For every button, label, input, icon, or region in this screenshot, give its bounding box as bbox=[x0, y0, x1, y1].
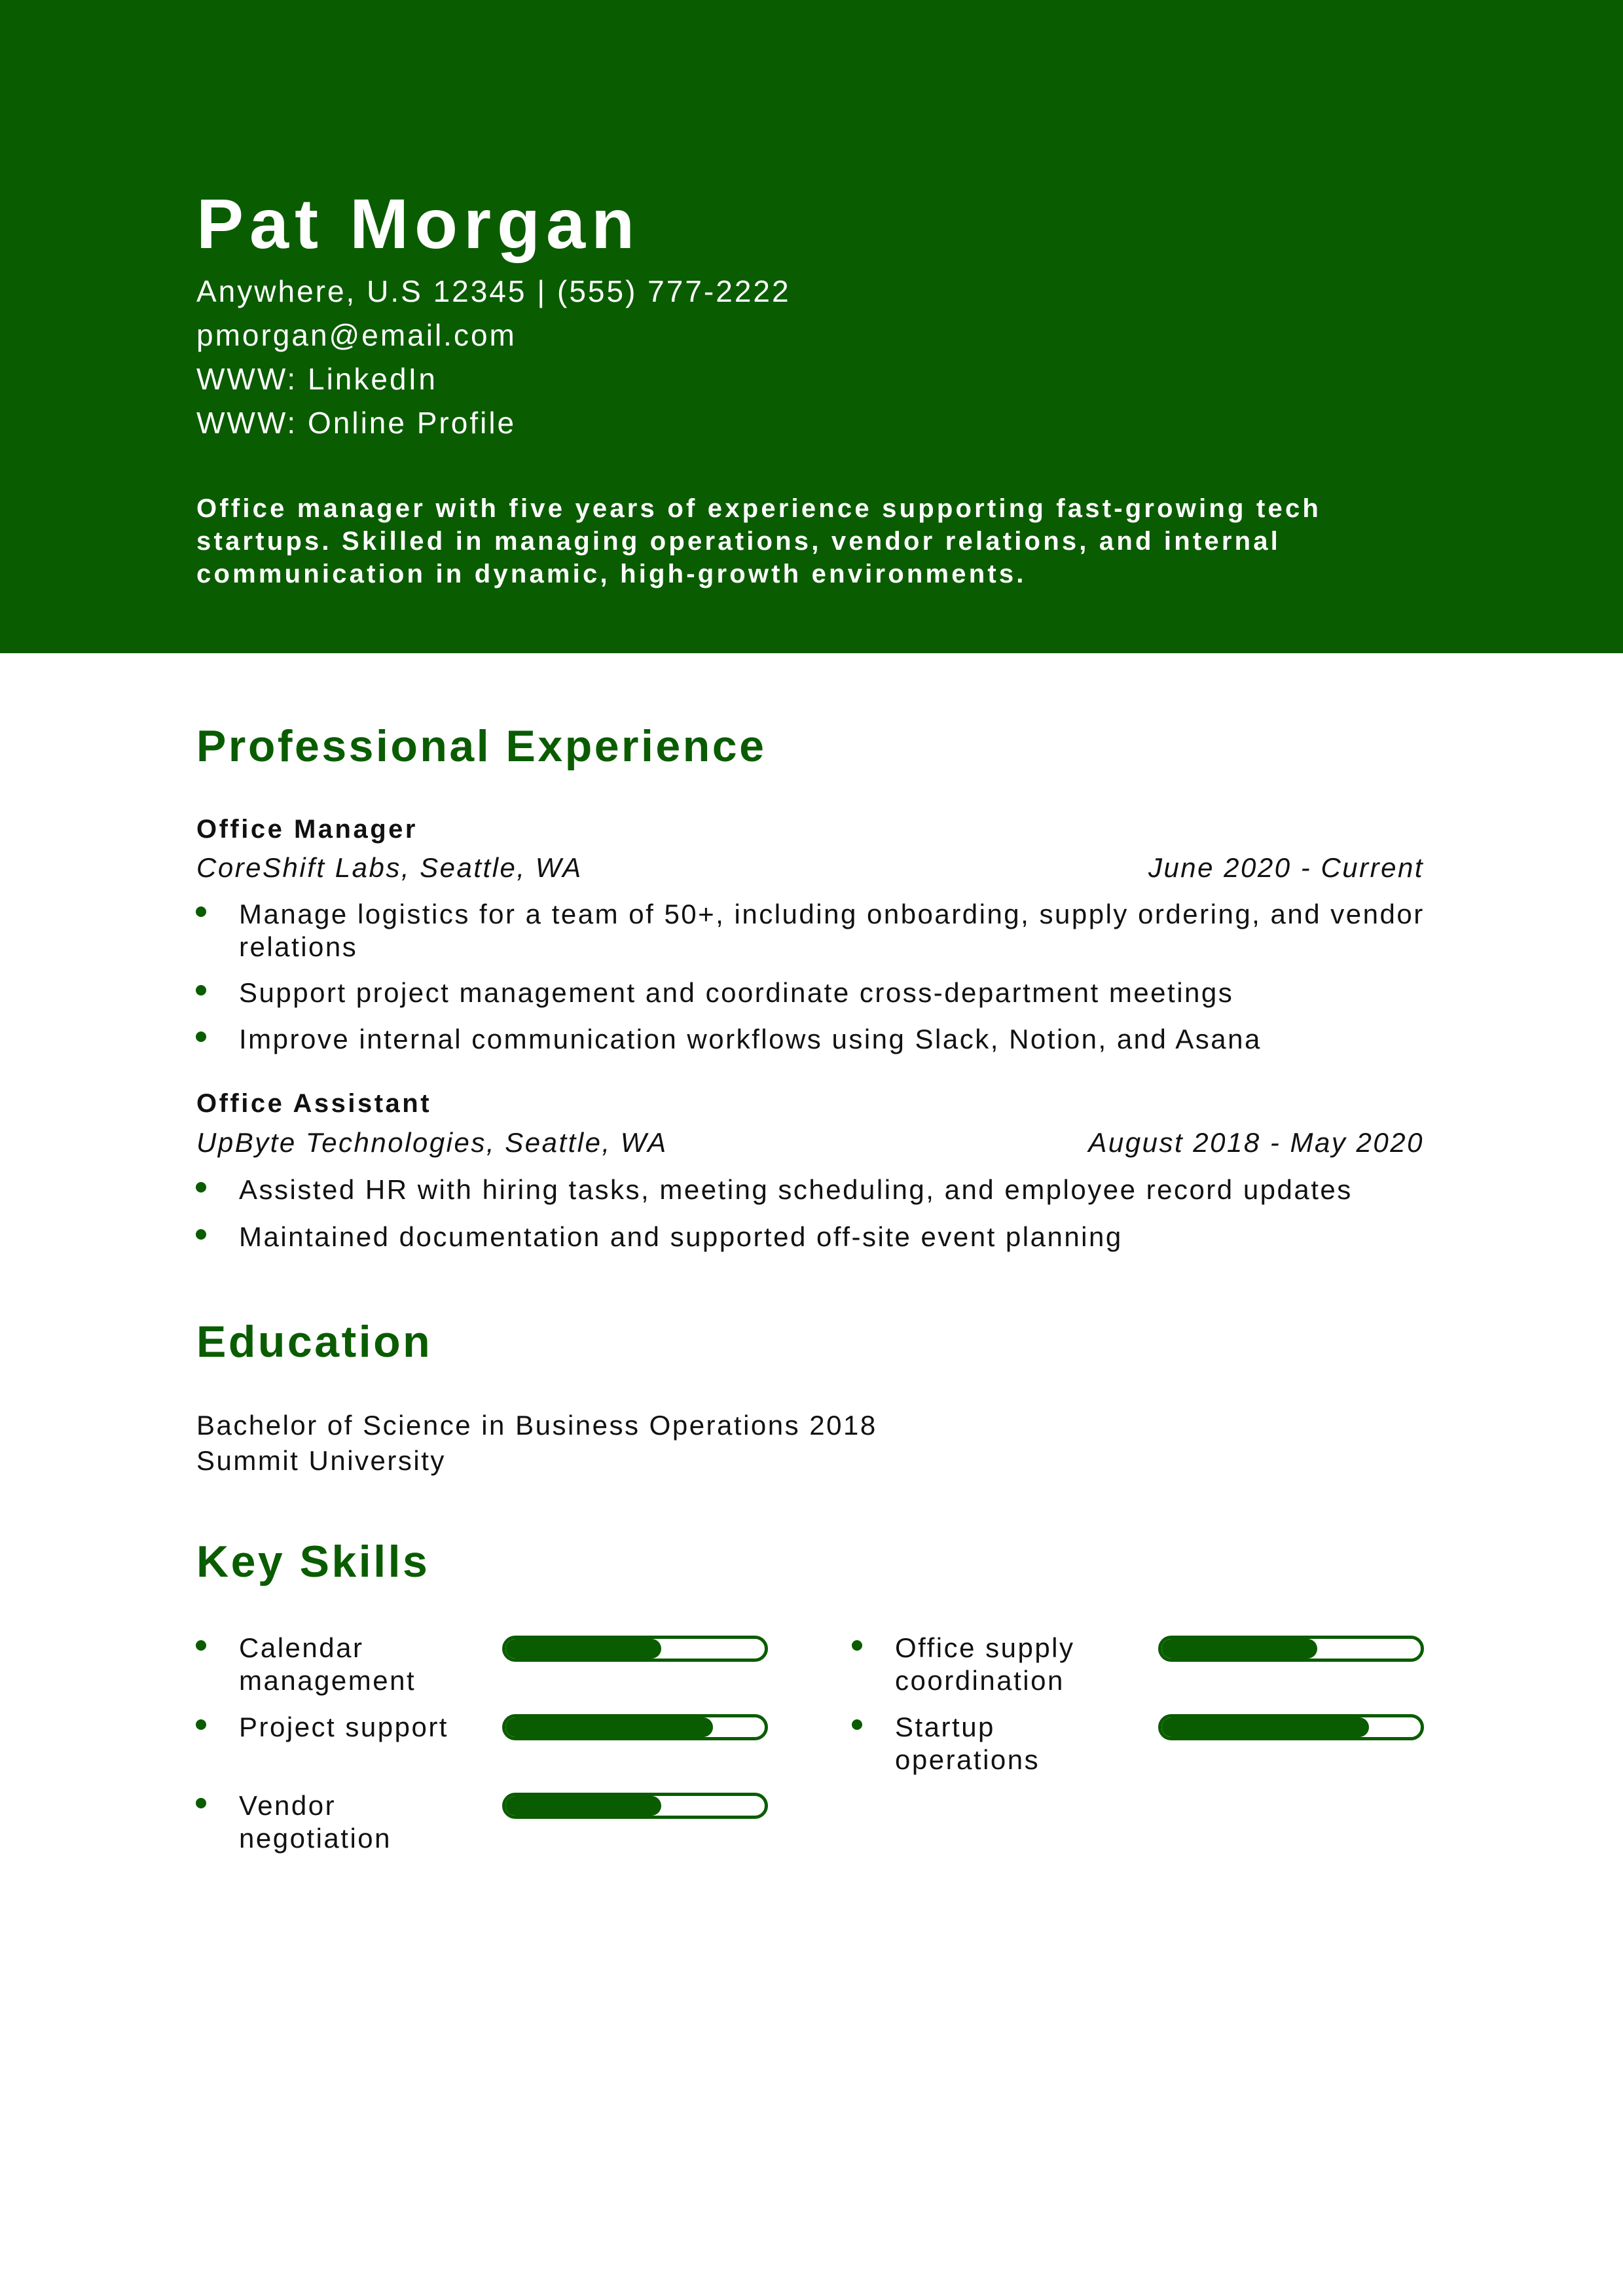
skill-name: Calendar management bbox=[239, 1632, 416, 1696]
bullet-dot bbox=[196, 1798, 206, 1808]
skill-level-fill bbox=[1161, 1717, 1369, 1737]
bullet-dot bbox=[196, 906, 206, 917]
job-dates: June 2020 - Current bbox=[1148, 852, 1424, 883]
job-company: CoreShift Labs, Seattle, WA bbox=[196, 852, 583, 883]
bullet-dot bbox=[852, 1640, 862, 1651]
job-bullet: Improve internal communication workflows using Slack, Notion, and Asana bbox=[239, 1024, 1262, 1054]
skill-level-bar bbox=[1158, 1636, 1424, 1662]
contact-address-phone: Anywhere, U.S 12345 | (555) 777-2222 bbox=[196, 274, 791, 308]
contact-email[interactable]: pmorgan@email.com bbox=[196, 318, 517, 352]
experience-heading: Professional Experience bbox=[196, 721, 767, 771]
skill-level-bar bbox=[502, 1636, 768, 1662]
header-band bbox=[0, 0, 1623, 653]
job-bullet: Maintained documentation and supported off-site event planning bbox=[239, 1221, 1123, 1252]
profile-summary: Office manager with five years of experience supporting fast-growing tech startups. Skilled in managing operations, vendor relations, and internal communication in dynamic, high-growth environments. bbox=[196, 494, 1322, 588]
job-bullet: Assisted HR with hiring tasks, meeting scheduling, and employee record updates bbox=[239, 1174, 1353, 1205]
education-school: Summit University bbox=[196, 1445, 446, 1476]
job-title: Office Assistant bbox=[196, 1089, 432, 1118]
bullet-dot bbox=[196, 1031, 206, 1042]
job-dates: August 2018 - May 2020 bbox=[1088, 1127, 1424, 1158]
website-online-profile[interactable]: WWW: Online Profile bbox=[196, 406, 517, 440]
skill-level-bar bbox=[502, 1714, 768, 1740]
skill-level-bar bbox=[502, 1793, 768, 1819]
bullet-dot bbox=[196, 985, 206, 996]
bullet-dot bbox=[196, 1640, 206, 1651]
candidate-name: Pat Morgan bbox=[196, 184, 641, 263]
skill-level-fill bbox=[1161, 1639, 1317, 1659]
education-heading: Education bbox=[196, 1317, 433, 1367]
bullet-dot bbox=[196, 1229, 206, 1240]
skill-level-bar bbox=[1158, 1714, 1424, 1740]
job-title: Office Manager bbox=[196, 815, 418, 844]
skills-heading: Key Skills bbox=[196, 1537, 430, 1587]
skill-name: Startup operations bbox=[895, 1712, 1040, 1775]
skill-level-fill bbox=[505, 1796, 661, 1816]
bullet-dot bbox=[196, 1182, 206, 1193]
job-company: UpByte Technologies, Seattle, WA bbox=[196, 1127, 668, 1158]
bullet-dot bbox=[852, 1719, 862, 1730]
bullet-dot bbox=[196, 1719, 206, 1730]
job-bullet: Manage logistics for a team of 50+, including onboarding, supply ordering, and vendor relations bbox=[239, 899, 1425, 962]
skill-level-fill bbox=[505, 1717, 713, 1737]
skill-name: Office supply coordination bbox=[895, 1632, 1075, 1696]
education-degree: Bachelor of Science in Business Operations 2018 bbox=[196, 1410, 877, 1441]
skill-level-fill bbox=[505, 1639, 661, 1659]
skill-name: Project support bbox=[239, 1712, 448, 1742]
website-linkedin[interactable]: WWW: LinkedIn bbox=[196, 362, 437, 396]
skill-name: Vendor negotiation bbox=[239, 1790, 392, 1854]
job-bullet: Support project management and coordinate cross-department meetings bbox=[239, 977, 1234, 1008]
